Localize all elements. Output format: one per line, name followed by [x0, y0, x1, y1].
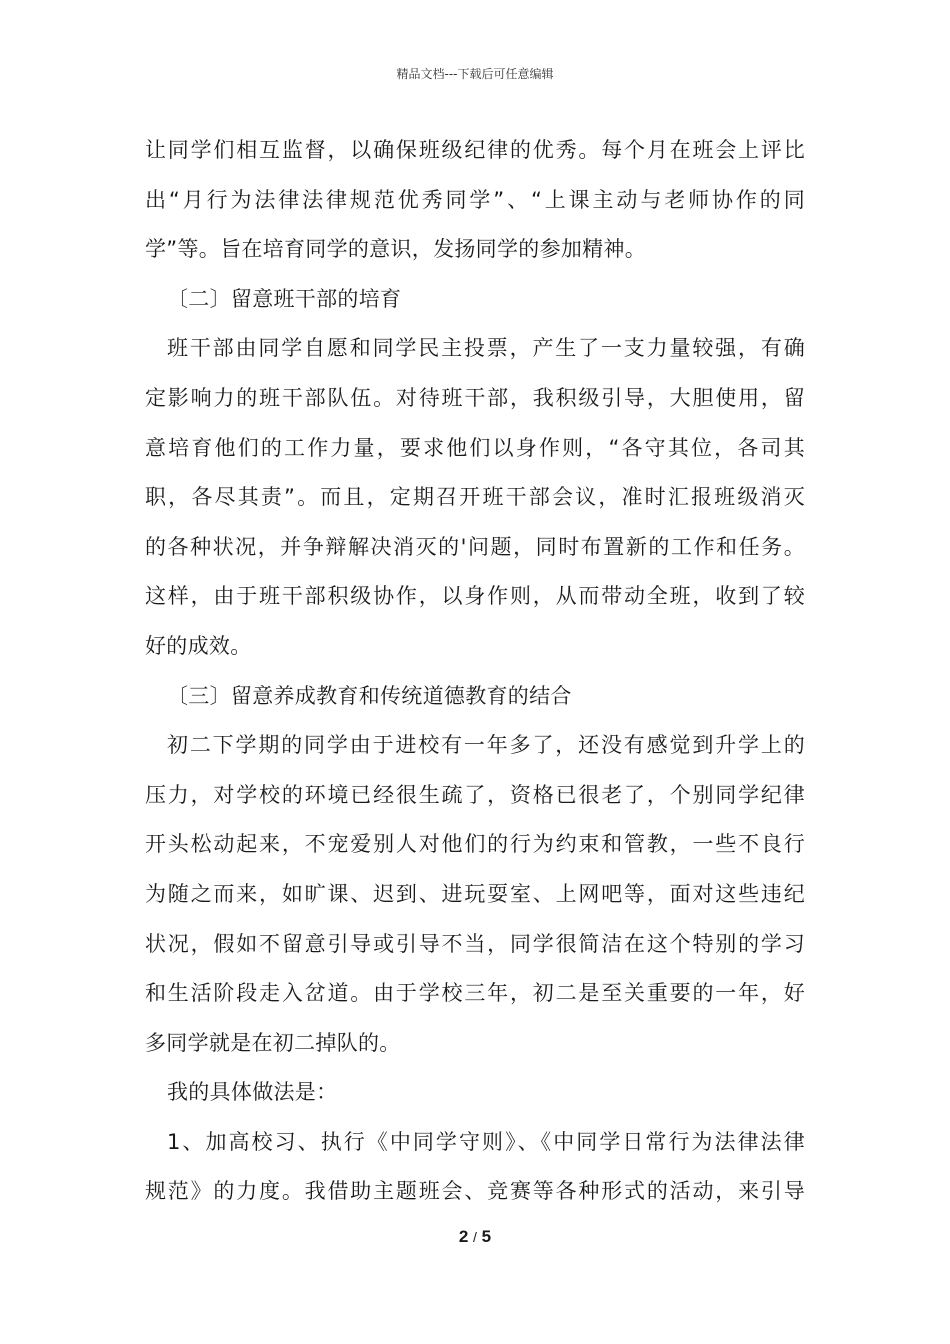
text-line: 状况，假如不留意引导或引导不当，同学很简洁在这个特别的学习	[145, 931, 805, 956]
text-line: 意培育他们的工作力量，要求他们以身作则，“各守其位，各司其	[145, 435, 805, 460]
text-line: 定影响力的班干部队伍。对待班干部，我积级引导，大胆使用，留	[145, 385, 805, 410]
text-line: 出“月行为法律法律规范优秀同学”、“上课主动与老师协作的同	[145, 187, 805, 212]
text-line: 好的成效。	[145, 633, 252, 658]
page-number	[0, 1226, 950, 1248]
text-line: 1、加高校习、执行《中同学守则》、《中同学日常行为法律法律	[167, 1129, 805, 1154]
text-line: 为随之而来，如旷课、迟到、进玩耍室、上网吧等，面对这些违纪	[145, 881, 805, 906]
text-line: 让同学们相互监督，以确保班级纪律的优秀。每个月在班会上评比	[145, 138, 805, 162]
page-separator: /	[473, 1229, 477, 1245]
text-line: 这样，由于班干部积级协作，以身作则，从而带动全班，收到了较	[145, 584, 805, 609]
text-line: 初二下学期的同学由于进校有一年多了，还没有感觉到升学上的	[167, 733, 805, 758]
text-line: 规范》的力度。我借助主题班会、竞赛等各种形式的活动，来引导	[145, 1179, 805, 1204]
page-current: 2	[458, 1227, 469, 1246]
document-body	[145, 130, 805, 1221]
section-heading: 〔二〕留意班干部的培育	[167, 286, 402, 311]
text-line: 学”等。旨在培育同学的意识，发扬同学的参加精神。	[145, 237, 647, 262]
page-total: 5	[481, 1227, 492, 1246]
text-line: 职，各尽其责”。而且，定期召开班干部会议，准时汇报班级消灭	[145, 485, 805, 510]
text-line: 班干部由同学自愿和同学民主投票，产生了一支力量较强，有确	[167, 336, 805, 361]
text-line: 和生活阶段走入岔道。由于学校三年，初二是至关重要的一年，好	[145, 981, 805, 1006]
text-line: 我的具体做法是：	[167, 1080, 338, 1105]
text-line: 开头松动起来，不宠爱别人对他们的行为约束和管教，一些不良行	[145, 832, 805, 857]
text-line: 多同学就是在初二掉队的。	[145, 1030, 401, 1055]
page-header: 精品文档---下载后可任意编辑	[396, 67, 554, 81]
text-line: 压力，对学校的环境已经很生疏了，资格已很老了，个别同学纪律	[145, 782, 805, 807]
text-line: 的各种状况，并争辩解决消灭的'问题，同时布置新的工作和任务。	[145, 534, 805, 559]
section-heading: 〔三〕留意养成教育和传统道德教育的结合	[167, 683, 572, 708]
